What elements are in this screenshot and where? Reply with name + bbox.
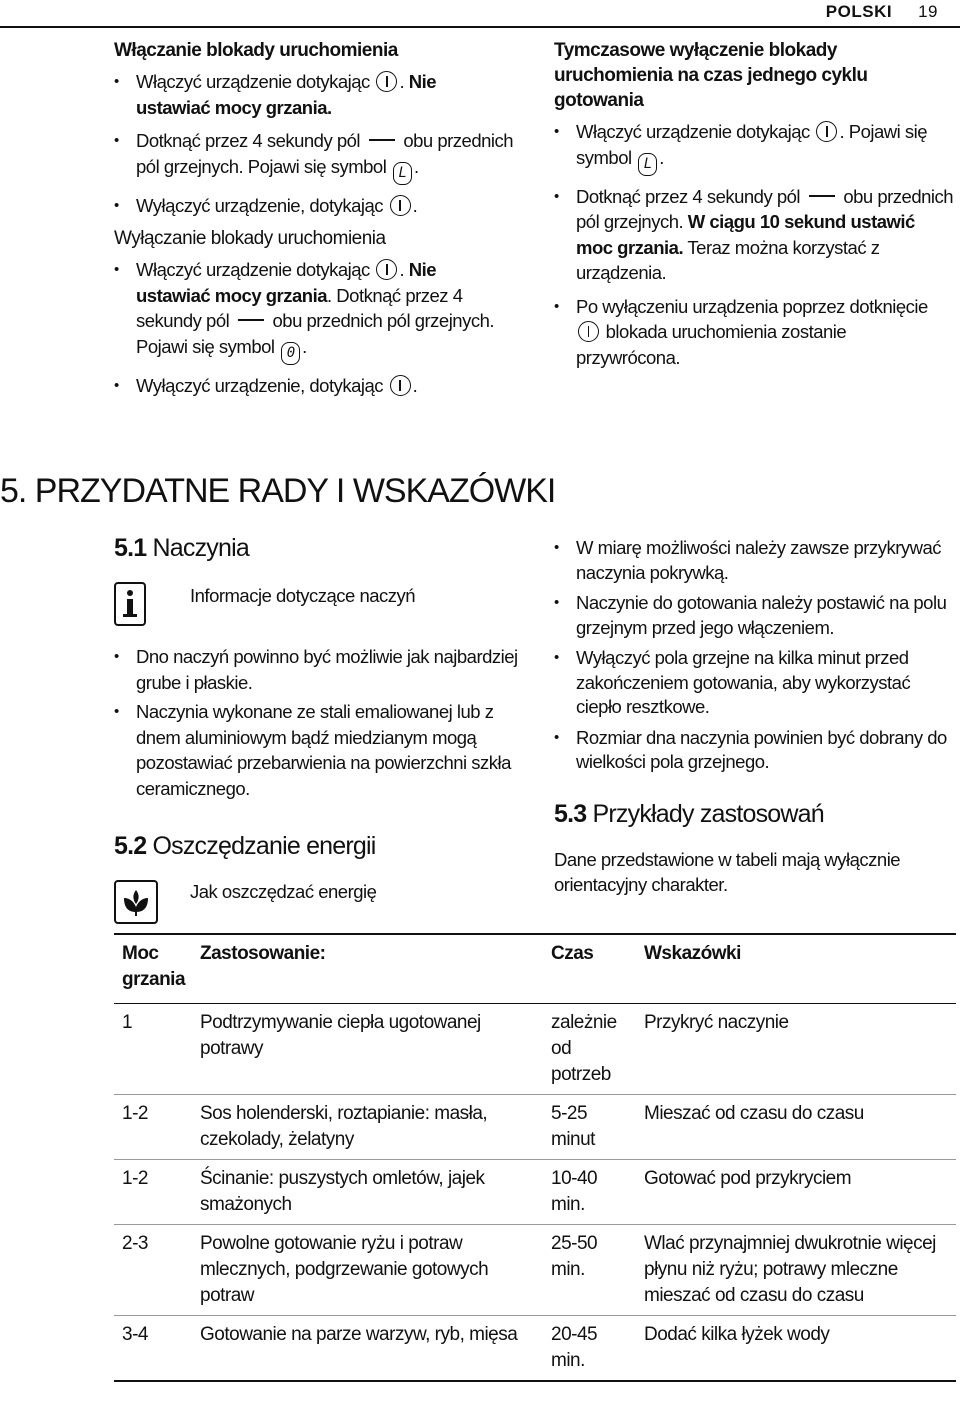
column-header: Wskazówki xyxy=(636,934,956,1004)
on-off-sensor-icon xyxy=(390,375,411,396)
minus-sensor-icon xyxy=(809,195,835,197)
on-off-sensor-icon xyxy=(390,195,411,216)
list-item-text: W miarę możliwości należy zawsze przykrywać naczynia pokrywką. xyxy=(576,537,942,583)
list-item-text: . xyxy=(413,155,419,177)
heading-5-1 xyxy=(114,534,249,563)
list-item xyxy=(114,193,514,219)
list-item xyxy=(554,119,954,176)
list-item-text: Naczynie do gotowania należy postawić na polu grzejnym przed jego włączeniem. xyxy=(576,592,947,638)
list-item xyxy=(554,184,954,286)
on-off-sensor-icon xyxy=(578,321,599,342)
page-number: 19 xyxy=(918,2,938,21)
list-item-bold-text: Nie ustawiać mocy grzania xyxy=(136,259,437,306)
cookware-list xyxy=(114,644,524,801)
table-row xyxy=(114,1316,956,1382)
header-rule xyxy=(0,26,960,28)
table-cell: 25-50 min. xyxy=(543,1225,636,1316)
table-cell: 20-45 min. xyxy=(543,1316,636,1382)
table-cell: Ścinanie: puszystych omletów, jajek smażonych xyxy=(192,1160,543,1225)
list-item-text: . xyxy=(399,71,409,92)
subheading-disable-lock: Wyłączanie blokady uruchomienia xyxy=(114,228,386,249)
table-cell: 5-25 minut xyxy=(543,1095,636,1160)
lock-symbol-icon: L xyxy=(638,153,657,176)
column-header: Zastosowanie: xyxy=(192,934,543,1004)
info-caption: Informacje dotyczące naczyń xyxy=(190,585,416,606)
heading-number: 5.1 xyxy=(114,534,147,562)
table-cell: Gotowanie na parze warzyw, ryb, mięsa xyxy=(192,1316,543,1382)
list-item-text: Po wyłączeniu urządzenia poprzez dotknięcie xyxy=(576,295,928,317)
list-item xyxy=(114,69,514,120)
list-item xyxy=(114,699,524,801)
table-cell: Dodać kilka łyżek wody xyxy=(636,1316,956,1382)
heading-5-3 xyxy=(554,800,824,829)
table-cell: 3-4 xyxy=(114,1316,192,1382)
table-cell: Mieszać od czasu do czasu xyxy=(636,1095,956,1160)
info-icon xyxy=(114,582,146,626)
table-cell: 10-40 min. xyxy=(543,1160,636,1225)
list-item-text: blokada uruchomienia zostanie przywrócona. xyxy=(576,321,847,368)
page-header xyxy=(826,2,938,22)
on-off-sensor-icon xyxy=(376,259,397,280)
heading-number: 5.2 xyxy=(114,832,147,860)
list-item-text: Włączyć urządzenie dotykając xyxy=(136,259,370,280)
list-item-text: Rozmiar dna naczynia powinien być dobrany do wielkości pola grzejnego. xyxy=(576,726,947,772)
heading-text: Przykłady zastosowań xyxy=(592,800,824,828)
list-item xyxy=(554,726,954,775)
energy-tips-list xyxy=(554,536,954,775)
on-off-sensor-icon xyxy=(816,121,837,142)
table-cell: Sos holenderski, roztapianie: masła, czekolady, żelatyny xyxy=(192,1095,543,1160)
table-cell: Gotować pod przykryciem xyxy=(636,1160,956,1225)
table-cell: Powolne gotowanie ryżu i potraw mlecznych, podgrzewanie gotowych potraw xyxy=(192,1225,543,1316)
column-header: Czas xyxy=(543,934,636,1004)
heading-text: Naczynia xyxy=(152,534,249,562)
list-item-text: Wyłączyć urządzenie, dotykając xyxy=(136,374,384,396)
header-language: POLSKI xyxy=(825,2,893,21)
list-item-text: obu przednich pól grzejnych. xyxy=(576,185,954,232)
table-cell: 2-3 xyxy=(114,1225,192,1316)
heat-settings-table xyxy=(114,933,956,1382)
list-item xyxy=(554,536,954,585)
heading-5-2 xyxy=(114,832,376,861)
table-cell: zależnie od potrzeb xyxy=(543,1004,636,1095)
list-item-text: . xyxy=(302,335,307,357)
list-item xyxy=(554,294,954,371)
table-cell: Wlać przynajmniej dwukrotnie więcej płynu niż ryżu; potrawy mleczne mieszać od czasu do czasu xyxy=(636,1225,956,1316)
subheading-temporary-unlock: Tymczasowe wyłączenie blokady uruchomienia na czas jednego cyklu gotowania xyxy=(554,40,868,111)
list-item-text: Naczynia wykonane ze stali emaliowanej lub z dnem aluminiowym bądź miedzianym mogą pozostawiać przebarwienia na powierzchni szkła ceramicznego. xyxy=(136,701,511,799)
list-item xyxy=(114,644,524,695)
list-item xyxy=(114,128,514,185)
minus-sensor-icon xyxy=(369,139,395,141)
list-item-bold-text: Nie ustawiać mocy grzania. xyxy=(136,71,437,118)
list-item-text: . xyxy=(659,146,664,168)
table-cell: Podtrzymywanie ciepła ugotowanej potrawy xyxy=(192,1004,543,1095)
table-cell: 1-2 xyxy=(114,1095,192,1160)
zero-symbol-icon: 0 xyxy=(281,342,300,365)
list-item-text: Włączyć urządzenie dotykając xyxy=(136,71,370,92)
list-item xyxy=(114,373,514,399)
list-item-text: Dno naczyń powinno być możliwie jak najbardziej grube i płaskie. xyxy=(136,646,518,693)
list-item-text: . Dotknąć przez 4 sekundy pól xyxy=(136,284,463,331)
table-row xyxy=(114,1160,956,1225)
list-item-text: Wyłączyć urządzenie, dotykając xyxy=(136,194,384,216)
table-intro: Dane przedstawione w tabeli mają wyłącznie orientacyjny charakter. xyxy=(554,849,901,895)
column-header: Moc grzania xyxy=(114,934,192,1004)
table-header-row xyxy=(114,934,956,1004)
lock-symbol-icon: L xyxy=(393,162,412,185)
subheading-enable-lock: Włączanie blokady uruchomienia xyxy=(114,40,398,61)
heading-text: Oszczędzanie energii xyxy=(152,832,376,860)
table-row xyxy=(114,1095,956,1160)
table-cell: 1-2 xyxy=(114,1160,192,1225)
list-item xyxy=(114,257,514,365)
list-item-text: . xyxy=(412,194,418,216)
list-item xyxy=(554,646,954,720)
list-item-text: Włączyć urządzenie dotykając xyxy=(576,121,810,142)
list-item-text: Dotknąć przez 4 sekundy pól xyxy=(576,185,801,207)
list-item-text: obu przednich pól grzejnych. Pojawi się symbol xyxy=(136,130,514,177)
list-item-text: Wyłączyć pola grzejne na kilka minut przed zakończeniem gotowania, aby wykorzystać ciepło resztkowe. xyxy=(576,647,911,717)
section-title: 5. PRZYDATNE RADY I WSKAZÓWKI xyxy=(0,472,556,510)
list-item-text: Teraz można korzystać z urządzenia. xyxy=(576,236,880,283)
table-cell: Przykryć naczynie xyxy=(636,1004,956,1095)
on-off-sensor-icon xyxy=(376,71,397,92)
list-item-text: . xyxy=(399,259,409,280)
list-item-text: . Pojawi się symbol xyxy=(576,121,928,168)
heading-number: 5.3 xyxy=(554,800,587,828)
list-item-bold-text: W ciągu 10 sekund ustawić moc grzania. xyxy=(576,211,915,258)
eco-caption: Jak oszczędzać energię xyxy=(190,881,377,902)
eco-leaf-icon xyxy=(114,880,158,924)
list-item-text: . xyxy=(412,374,418,396)
left-top-column xyxy=(114,38,514,398)
list-item xyxy=(554,591,954,640)
right-top-column xyxy=(554,38,954,370)
table-row xyxy=(114,1225,956,1316)
minus-sensor-icon xyxy=(238,319,264,321)
table-cell: 1 xyxy=(114,1004,192,1095)
list-item-text: obu przednich pól grzejnych. Pojawi się symbol xyxy=(136,310,495,357)
list-item-text: Dotknąć przez 4 sekundy pól xyxy=(136,130,361,151)
table-row xyxy=(114,1004,956,1095)
